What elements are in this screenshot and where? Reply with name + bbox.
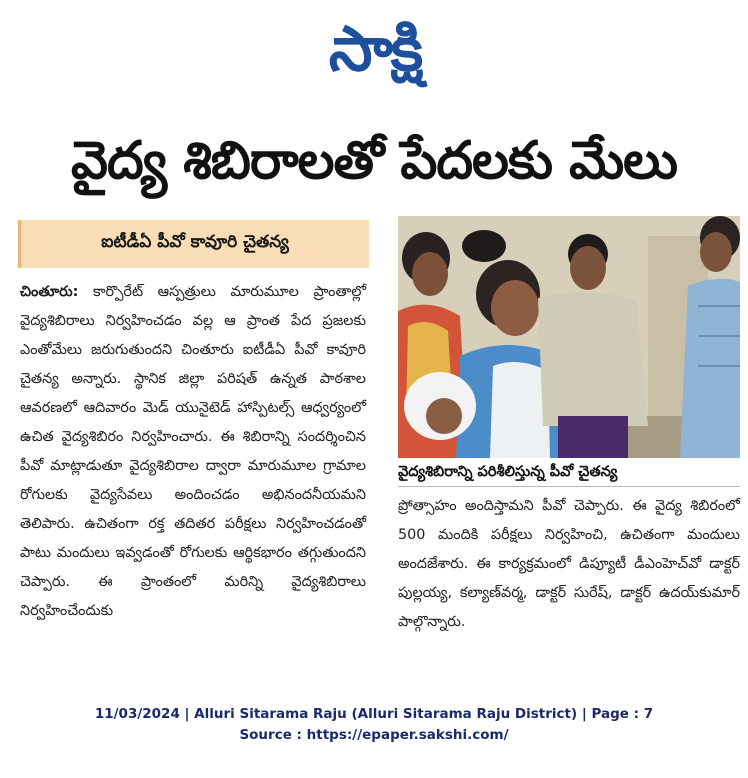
article-photo: [398, 216, 740, 458]
article-body-left: [20, 278, 366, 626]
footer-source-line: Source : https://epaper.sakshi.com/: [239, 727, 509, 743]
page-footer: [0, 704, 748, 746]
article-body-right: ప్రోత్సాహం అందిస్తామని పీవో చెప్పారు. ఈ వైద్య శిబిరంలో 500 మందికి పరీక్షలు నిర్వహించి, ఉచితంగా మందులు అందజేశారు. ఈ కార్యక్రమంలో డిప్యూటీ డీఎంహెచ్‌వో డాక్టర్ పుల్లయ్య, కల్యాణ్‌వర్మ, డాక్టర్ సురేష్, డాక్టర్ ఉదయ్‌కుమార్ పాల్గొన్నారు.: [398, 498, 740, 630]
article-byline: ఐటీడీఏ పీవో కావూరి చైతన్య: [18, 220, 369, 268]
newspaper-logo: సాక్షి: [328, 12, 422, 85]
article-headline: వైద్య శిబిరాలతో పేదలకు మేలు: [70, 130, 678, 191]
photo-caption: వైద్యశిబిరాన్ని పరిశీలిస్తున్న పీవో చైతన్య: [398, 464, 618, 480]
body-left-text: కార్పొరేట్ ఆస్పత్రులు మారుమూల ప్రాంతాల్లో వైద్యశిబిరాలు నిర్వహించడం వల్ల ఆ ప్రాంత పేద ప్రజలకు ఎంతోమేలు జరుగుతుందని చింతూరు ఐటీడీఏ పీవో కావూరి చైతన్య అన్నారు. స్థానిక జిల్లా పరిషత్ ఉన్నత పాఠశాల ఆవరణలో ఆదివారం మెడ్ యునైటెడ్ హాస్పిటల్స్ ఆధ్వర్యంలో ఉచిత వైద్యశిబిరం నిర్వహించారు. ఈ శిబిరాన్ని సందర్శించిన పీవో మాట్లాడుతూ వైద్యశిబిరాల ద్వారా మారుమూల గ్రామాల రోగులకు వైద్యసేవలు అందించడం అభినందనీయమని తెలిపారు. ఉచితంగా రక్త తదితర పరీక్షలు నిర్వహించడంతో పాటు మందులు ఇవ్వడంతో రోగులకు ఆర్థికభారం తగ్గుతుందని చెప్పారు. ఈ ప్రాంతంలో మరిన్ని వైద్యశిబిరాలు నిర్వహించేందుకు: [20, 284, 367, 619]
dateline: చింతూరు:: [20, 284, 79, 300]
photo-illustration: [398, 216, 740, 458]
caption-divider: [398, 486, 740, 487]
footer-info-line: 11/03/2024 | Alluri Sitarama Raju (Alluri Sitarama Raju District) | Page : 7: [94, 706, 654, 722]
